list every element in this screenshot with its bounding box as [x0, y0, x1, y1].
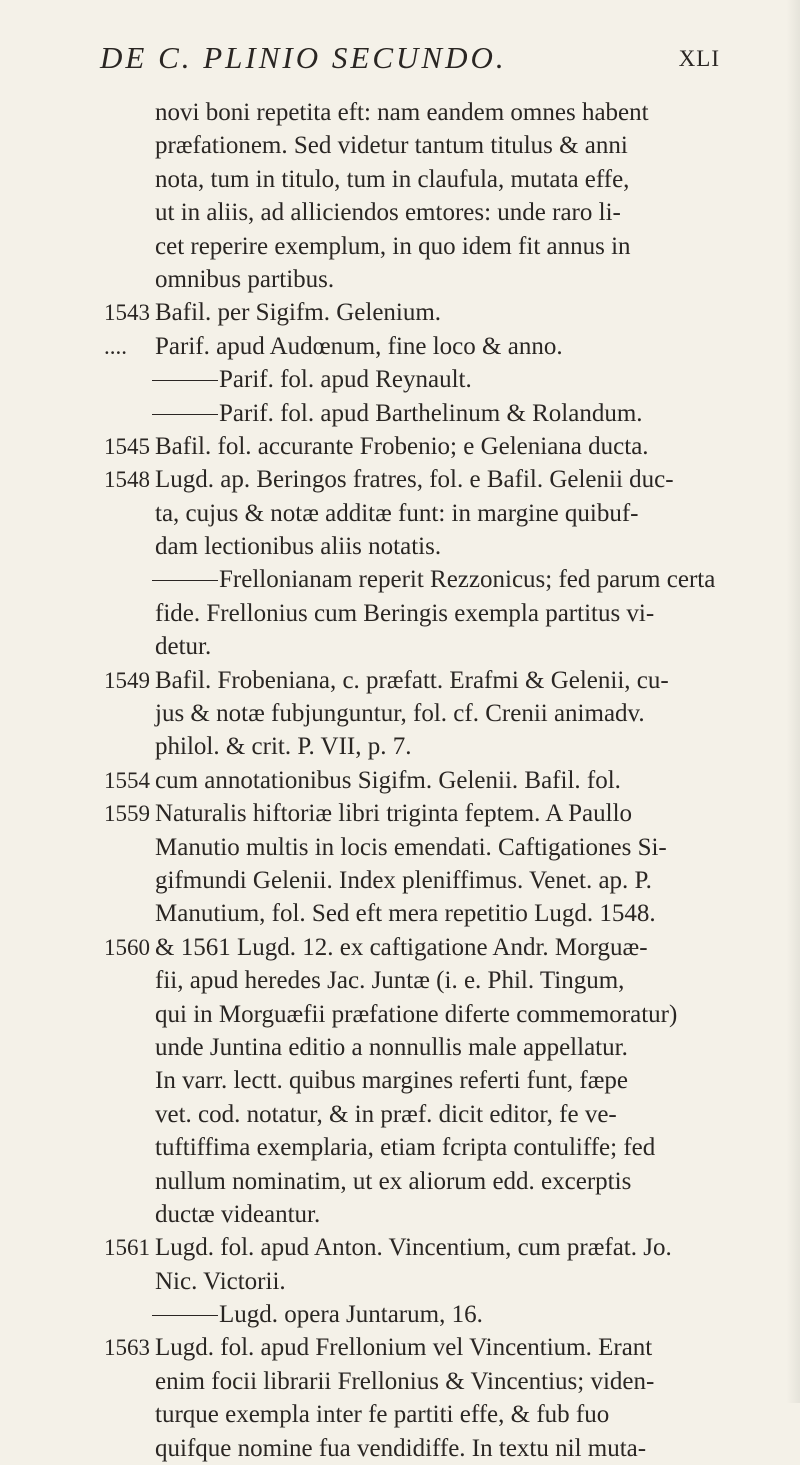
text-line [0, 1031, 800, 1064]
line-text: Naturalis hiftoriæ libri triginta feptem. A Paullo [155, 800, 633, 828]
line-text: philol. & crit. P. VII, p. 7. [155, 733, 412, 761]
line-text: præfationem. Sed videtur tantum titulus & anni [155, 132, 628, 160]
line-text: Parif. apud Audœnum, fine loco & anno. [155, 332, 563, 360]
text-line [0, 897, 800, 930]
text-line [0, 964, 800, 997]
line-text: cet reperire exemplum, in quo idem fit annus in [155, 232, 631, 260]
line-text: Manutio multis in locis emendati. Caftigationes Si- [155, 833, 667, 861]
line-text: tuftiffima exemplaria, etiam fcripta contuliffe; fed [155, 1134, 656, 1162]
text-line [0, 697, 800, 730]
line-text: gifmundi Gelenii. Index pleniffimus. Venet. ap. P. [155, 866, 652, 894]
line-text: dam lectionibus aliis notatis. [155, 533, 442, 561]
ditto-rule [152, 1315, 218, 1316]
line-text: cum annotationibus Sigifm. Gelenii. Bafil. fol. [155, 766, 621, 794]
line-text: fii, apud heredes Jac. Juntæ (i. e. Phil. Tingum, [155, 967, 625, 995]
text-line [0, 430, 800, 463]
body-text [0, 96, 800, 1465]
line-text: Parif. fol. apud Barthelinum & Rolandum. [219, 399, 643, 427]
line-text: & 1561 Lugd. 12. ex caftigatione Andr. Morguæ- [155, 933, 648, 961]
edition-year: 1563 [104, 1335, 150, 1361]
line-text: omnibus partibus. [155, 265, 335, 293]
text-line [0, 530, 800, 563]
edition-year: 1545 [104, 433, 150, 459]
text-line [0, 1198, 800, 1231]
text-line [0, 263, 800, 296]
edition-year: 1561 [104, 1235, 150, 1261]
line-text: Nic. Victorii. [155, 1267, 286, 1295]
text-line [0, 931, 800, 964]
text-line [0, 129, 800, 162]
line-text: Lugd. opera Juntarum, 16. [219, 1301, 483, 1329]
line-text: Parif. fol. apud Reynault. [219, 366, 472, 394]
edition-year: 1554 [104, 767, 150, 793]
line-text: ductæ videantur. [155, 1200, 321, 1228]
line-text: fide. Frellonius cum Beringis exempla partitus vi- [155, 599, 655, 627]
line-text: novi boni repetita eft: nam eandem omnes habent [155, 99, 649, 126]
line-text: unde Juntina editio a nonnullis male appellatur. [155, 1033, 628, 1061]
edition-year: 1548 [104, 467, 150, 493]
line-text: Bafil. Frobeniana, c. præfatt. Erafmi & Gelenii, cu- [155, 666, 669, 694]
line-text: Manutium, fol. Sed eft mera repetitio Lugd. 1548. [155, 900, 656, 928]
edition-year: 1560 [104, 934, 150, 960]
text-line [0, 1398, 800, 1431]
line-text: Lugd. fol. apud Anton. Vincentium, cum præfat. Jo. [155, 1234, 672, 1262]
text-line [0, 764, 800, 797]
text-line [0, 797, 800, 830]
text-line [0, 296, 800, 329]
text-line [0, 664, 800, 697]
line-text: Lugd. fol. apud Frellonium vel Vincentium. Erant [155, 1334, 653, 1362]
text-line [0, 330, 800, 363]
text-line [0, 230, 800, 263]
line-text: Lugd. ap. Beringos fratres, fol. e Bafil. Gelenii duc- [155, 466, 674, 494]
ditto-rule [152, 414, 218, 415]
running-head-title: DE C. PLINIO SECUNDO. [100, 40, 507, 75]
text-line [0, 1098, 800, 1131]
line-text: In varr. lectt. quibus margines referti funt, fæpe [155, 1067, 629, 1095]
line-text: Frellonianam reperit Rezzonicus; fed parum certa [219, 566, 716, 594]
line-text: nota, tum in titulo, tum in claufula, mutata effe, [155, 165, 630, 193]
text-line [0, 1365, 800, 1398]
line-text: vet. cod. notatur, & in præf. dicit editor, fe ve- [155, 1100, 617, 1128]
line-text: quifque nomine fua vendidiffe. In textu nil muta- [155, 1434, 647, 1462]
text-line [0, 1265, 800, 1298]
text-line [0, 831, 800, 864]
text-line [0, 1231, 800, 1264]
text-line [0, 730, 800, 763]
line-text: ut in aliis, ad alliciendos emtores: unde raro li- [155, 199, 621, 227]
edition-year: .... [104, 333, 127, 359]
text-line [0, 463, 800, 496]
edition-year: 1559 [104, 801, 150, 827]
text-line [0, 1331, 800, 1364]
edition-year: 1549 [104, 667, 150, 693]
ditto-rule [152, 580, 218, 581]
line-text: nullum nominatim, ut ex aliorum edd. excerptis [155, 1167, 632, 1195]
line-text: Bafil. fol. accurante Frobenio; e Geleniana ducta. [155, 432, 649, 460]
text-line [0, 163, 800, 196]
text-line [0, 563, 800, 596]
text-line [0, 630, 800, 663]
text-line [0, 998, 800, 1031]
running-head [100, 40, 720, 90]
text-line [0, 1165, 800, 1198]
text-line [0, 497, 800, 530]
ditto-rule [152, 380, 218, 381]
page-number: XLI [678, 46, 720, 71]
line-text: turque exempla inter fe partiti effe, & fub fuo [155, 1401, 610, 1429]
text-line [0, 1131, 800, 1164]
scan-edge-shadow [786, 0, 800, 1403]
line-text: detur. [155, 633, 212, 661]
text-line [0, 96, 800, 129]
edition-year: 1543 [104, 300, 150, 326]
text-line [0, 363, 800, 396]
text-line [0, 1298, 800, 1331]
line-text: jus & notæ fubjunguntur, fol. cf. Crenii animadv. [155, 700, 645, 728]
line-text: Bafil. per Sigifm. Gelenium. [155, 299, 442, 327]
text-line [0, 597, 800, 630]
text-line [0, 397, 800, 430]
line-text: ta, cujus & notæ additæ funt: in margine quibuf- [155, 499, 639, 527]
text-line [0, 1064, 800, 1097]
text-line [0, 196, 800, 229]
line-text: enim focii librarii Frellonius & Vincentius; viden- [155, 1367, 655, 1395]
line-text: qui in Morguæfii præfatione diferte commemoratur) [155, 1000, 678, 1028]
text-line [0, 864, 800, 897]
text-line [0, 1432, 800, 1465]
